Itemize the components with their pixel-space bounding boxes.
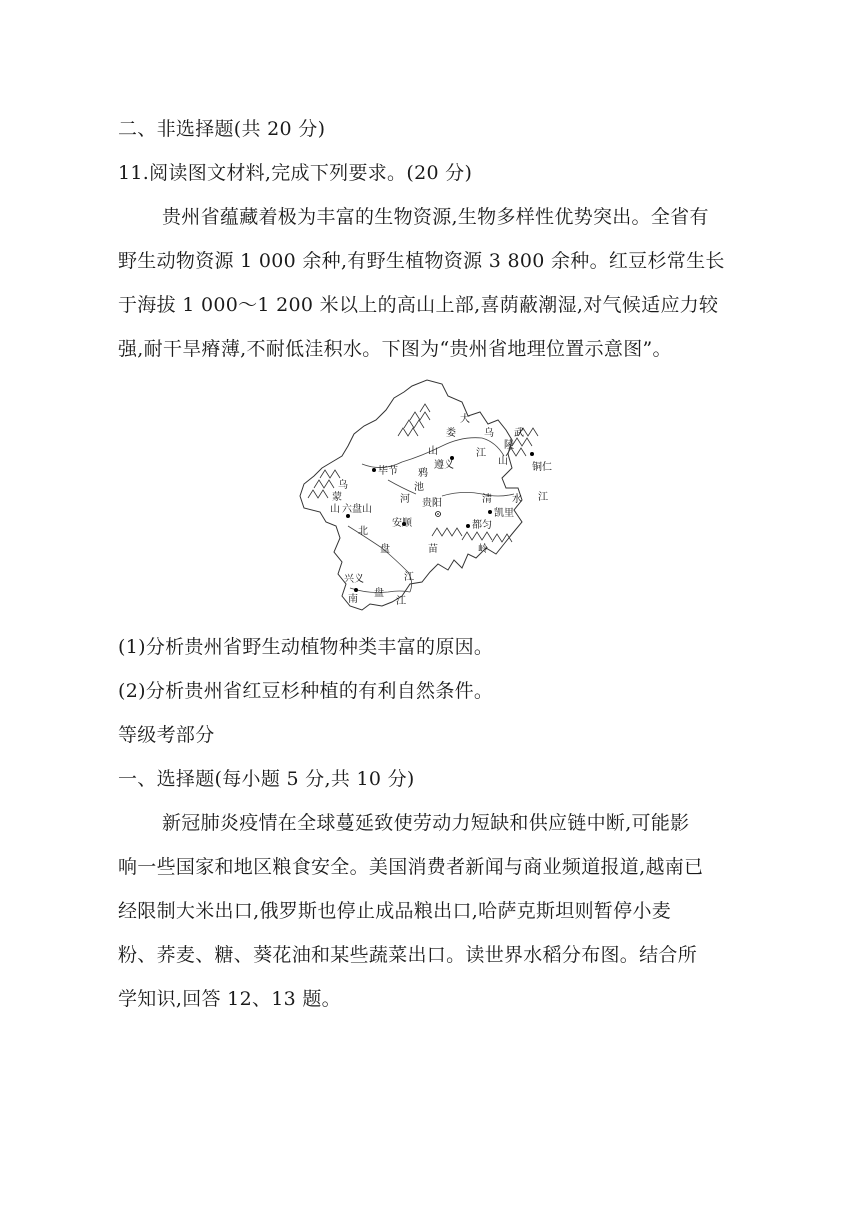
map-label: 安顺	[392, 518, 412, 529]
material-text-line: 粉、荞麦、糖、葵花油和某些蔬菜出口。读世界水稻分布图。结合所	[118, 944, 698, 966]
map-label: 江	[404, 572, 414, 583]
map-label: 江	[476, 448, 486, 459]
question-11-title: 11.阅读图文材料,完成下列要求。(20 分)	[118, 162, 473, 184]
map-label: 江	[396, 596, 406, 607]
material-text-line: 贵州省蕴藏着极为丰富的生物资源,生物多样性优势突出。全省有	[162, 206, 709, 228]
map-label: 凯里	[494, 508, 514, 519]
map-label: 毕节	[378, 466, 398, 477]
map-label: 山	[498, 456, 508, 467]
section-heading-nonchoice: 二、非选择题(共 20 分)	[118, 118, 326, 140]
map-label: 岭	[478, 544, 488, 555]
sub-question-2: (2)分析贵州省红豆杉种植的有利自然条件。	[118, 680, 494, 702]
city-dot	[488, 510, 492, 514]
map-label: 盘	[374, 588, 384, 599]
map-label: 乌	[338, 480, 348, 491]
map-label: 陵	[504, 440, 514, 451]
map-label: 山	[330, 504, 340, 515]
material-text-line: 经限制大米出口,俄罗斯也停止成品粮出口,哈萨克斯坦则暂停小麦	[118, 900, 672, 922]
map-label: 贵阳	[422, 498, 442, 509]
sub-question-1: (1)分析贵州省野生动植物种类丰富的原因。	[118, 636, 494, 658]
material-text-line: 学知识,回答 12、13 题。	[118, 988, 341, 1010]
map-label: 乌	[484, 428, 494, 439]
map-label: 武	[514, 428, 524, 439]
guizhou-location-map	[292, 376, 564, 616]
qingshui-river	[442, 492, 514, 496]
material-text-line: 野生动物资源 1 000 余种,有野生植物资源 3 800 余种。红豆杉常生长	[118, 250, 725, 272]
section-heading-choice: 一、选择题(每小题 5 分,共 10 分)	[118, 768, 415, 790]
material-text-line: 强,耐干旱瘠薄,不耐低洼积水。下图为“贵州省地理位置示意图”。	[118, 338, 672, 360]
city-dot	[530, 452, 534, 456]
map-label: 娄	[446, 428, 456, 439]
map-label: 山	[428, 446, 438, 457]
map-label: 铜仁	[532, 462, 552, 473]
map-label: 池	[414, 482, 424, 493]
map-label: 都匀	[472, 520, 492, 531]
map-label: 北	[358, 526, 368, 537]
city-dot	[372, 468, 376, 472]
map-label: 盘	[380, 544, 390, 555]
map-label: 南	[348, 594, 358, 605]
map-label: 蒙	[332, 492, 342, 503]
map-label: 江	[538, 492, 548, 503]
material-text-line: 响一些国家和地区粮食安全。美国消费者新闻与商业频道报道,越南已	[118, 856, 704, 878]
city-dot	[354, 588, 358, 592]
city-dot	[437, 513, 439, 515]
map-label: 鸦	[418, 468, 428, 479]
dalou-mountains	[398, 404, 430, 436]
material-text-line: 新冠肺炎疫情在全球蔓延致使劳动力短缺和供应链中断,可能影	[162, 812, 690, 834]
map-label: 遵义	[434, 460, 454, 471]
map-label: 大	[460, 414, 470, 425]
map-label: 苗	[428, 544, 438, 555]
map-label: 清	[482, 494, 492, 505]
map-label: 兴义	[344, 574, 364, 585]
part-heading: 等级考部分	[118, 724, 215, 746]
yachi-river	[388, 480, 416, 494]
city-dot	[466, 524, 470, 528]
map-label: 河	[400, 494, 410, 505]
map-label: 六盘山	[342, 504, 372, 515]
map-label: 水	[512, 494, 522, 505]
material-text-line: 于海拔 1 000～1 200 米以上的高山上部,喜荫蔽潮湿,对气候适应力较	[118, 294, 719, 316]
